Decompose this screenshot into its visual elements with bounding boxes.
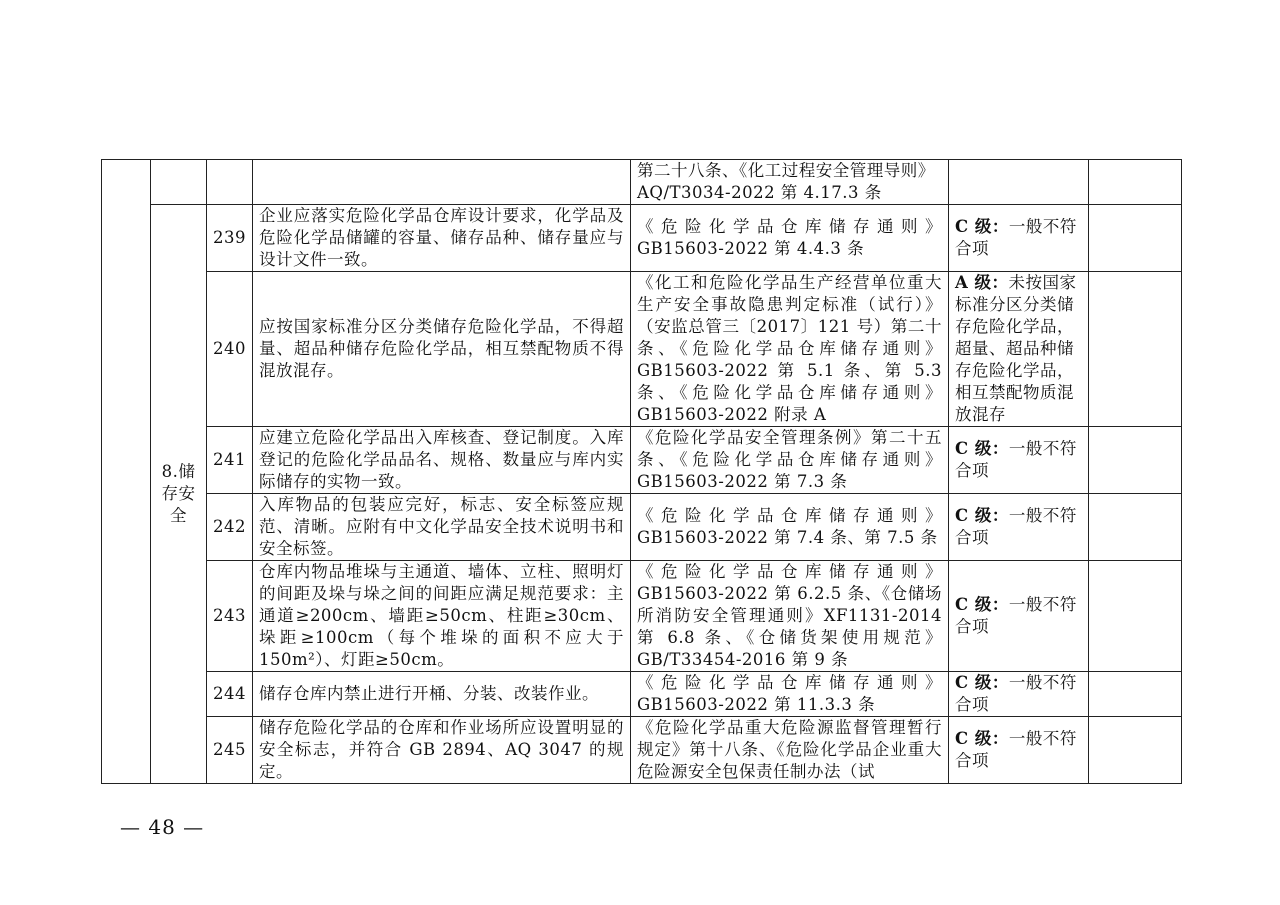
item-number: 241 bbox=[207, 427, 253, 494]
reference-text: 《化工和危险化学品生产经营单位重大生产安全事故隐患判定标准（试行）》（安监总管三〔2017〕121 号）第二十条、《危险化学品仓库储存通则》GB15603-2022 第 5.1 条、第 5.3 条、《危险化学品仓库储存通则》GB15603-2022 附录 A bbox=[631, 272, 949, 427]
item-number: 245 bbox=[207, 717, 253, 784]
level-cell bbox=[949, 672, 1089, 717]
level-grade: C 级： bbox=[955, 217, 1009, 236]
level-description: 未按国家标准分区分类储存危险化学品，超量、超品种储存危险化学品，相互禁配物质混放混存 bbox=[955, 273, 1077, 424]
requirement-text: 储存仓库内禁止进行开桶、分装、改装作业。 bbox=[253, 672, 631, 717]
reference-text: 《危险化学品重大危险源监督管理暂行规定》第十八条、《危险化学品企业重大危险源安全包保责任制办法（试 bbox=[631, 717, 949, 784]
blank-cell bbox=[1089, 672, 1182, 717]
requirement-text: 企业应落实危险化学品仓库设计要求，化学品及危险化学品储罐的容量、储存品种、储存量应与设计文件一致。 bbox=[253, 205, 631, 272]
table-row bbox=[102, 717, 1182, 784]
reference-text: 《危险化学品安全管理条例》第二十五条、《危险化学品仓库储存通则》GB15603-2022 第 7.3 条 bbox=[631, 427, 949, 494]
level-cell bbox=[949, 272, 1089, 427]
item-number: 239 bbox=[207, 205, 253, 272]
item-number: 244 bbox=[207, 672, 253, 717]
level-grade: C 级： bbox=[955, 439, 1009, 458]
blank-cell bbox=[1089, 717, 1182, 784]
table-row bbox=[102, 427, 1182, 494]
reference-cell: 第二十八条、《化工过程安全管理导则》 AQ/T3034-2022 第 4.17.3 条 bbox=[631, 160, 949, 205]
blank-cell bbox=[151, 160, 207, 205]
table-row bbox=[102, 272, 1182, 427]
requirement-text: 仓库内物品堆垛与主通道、墙体、立柱、照明灯的间距及垛与垛之间的间距应满足规范要求：主通道≥200cm、墙距≥50cm、柱距≥30cm、垛距≥100cm（每个堆垛的面积不应大于150m²）、灯距≥50cm。 bbox=[253, 561, 631, 672]
level-description: 一般不符合项 bbox=[955, 439, 1077, 480]
level-grade: C 级： bbox=[955, 729, 1009, 748]
level-description: 一般不符合项 bbox=[955, 217, 1077, 258]
requirement-text: 应按国家标准分区分类储存危险化学品，不得超量、超品种储存危险化学品，相互禁配物质不得混放混存。 bbox=[253, 272, 631, 427]
blank-cell bbox=[949, 160, 1089, 205]
blank-cell bbox=[1089, 494, 1182, 561]
level-cell bbox=[949, 561, 1089, 672]
page-number: — 48 — bbox=[120, 815, 205, 839]
level-description: 一般不符合项 bbox=[955, 673, 1077, 714]
reference-text: 《危险化学品仓库储存通则》GB15603-2022 第 7.4 条、第 7.5 条 bbox=[631, 494, 949, 561]
requirement-text: 储存危险化学品的仓库和作业场所应设置明显的安全标志，并符合 GB 2894、AQ 3047 的规定。 bbox=[253, 717, 631, 784]
item-number: 243 bbox=[207, 561, 253, 672]
level-grade: C 级： bbox=[955, 506, 1009, 525]
table-row bbox=[102, 494, 1182, 561]
level-cell bbox=[949, 717, 1089, 784]
reference-text: 《危险化学品仓库储存通则》GB15603-2022 第 6.2.5 条、《仓储场所消防安全管理通则》XF1131-2014 第 6.8 条、《仓储货架使用规范》GB/T33454-2016 第 9 条 bbox=[631, 561, 949, 672]
item-number: 242 bbox=[207, 494, 253, 561]
level-cell bbox=[949, 427, 1089, 494]
level-cell bbox=[949, 494, 1089, 561]
level-description: 一般不符合项 bbox=[955, 506, 1077, 547]
section-label: 8.储 存安 全 bbox=[151, 205, 207, 784]
blank-cell bbox=[1089, 427, 1182, 494]
level-grade: C 级： bbox=[955, 673, 1009, 692]
table-row bbox=[102, 160, 1182, 205]
blank-cell bbox=[253, 160, 631, 205]
blank-cell bbox=[1089, 205, 1182, 272]
requirement-text: 应建立危险化学品出入库核查、登记制度。入库登记的危险化学品品名、规格、数量应与库内实际储存的实物一致。 bbox=[253, 427, 631, 494]
level-grade: C 级： bbox=[955, 595, 1009, 614]
table-row bbox=[102, 205, 1182, 272]
level-description: 一般不符合项 bbox=[955, 595, 1077, 636]
level-grade: A 级： bbox=[955, 273, 1009, 292]
blank-cell bbox=[102, 160, 151, 784]
item-number: 240 bbox=[207, 272, 253, 427]
standards-table bbox=[101, 159, 1182, 784]
reference-text: 《危险化学品仓库储存通则》GB15603-2022 第 4.4.3 条 bbox=[631, 205, 949, 272]
blank-cell bbox=[207, 160, 253, 205]
requirement-text: 入库物品的包装应完好，标志、安全标签应规范、清晰。应附有中文化学品安全技术说明书和安全标签。 bbox=[253, 494, 631, 561]
blank-cell bbox=[1089, 160, 1182, 205]
blank-cell bbox=[1089, 561, 1182, 672]
table-row bbox=[102, 672, 1182, 717]
level-cell bbox=[949, 205, 1089, 272]
blank-cell bbox=[1089, 272, 1182, 427]
table-row bbox=[102, 561, 1182, 672]
reference-text: 《危险化学品仓库储存通则》GB15603-2022 第 11.3.3 条 bbox=[631, 672, 949, 717]
level-description: 一般不符合项 bbox=[955, 729, 1077, 770]
